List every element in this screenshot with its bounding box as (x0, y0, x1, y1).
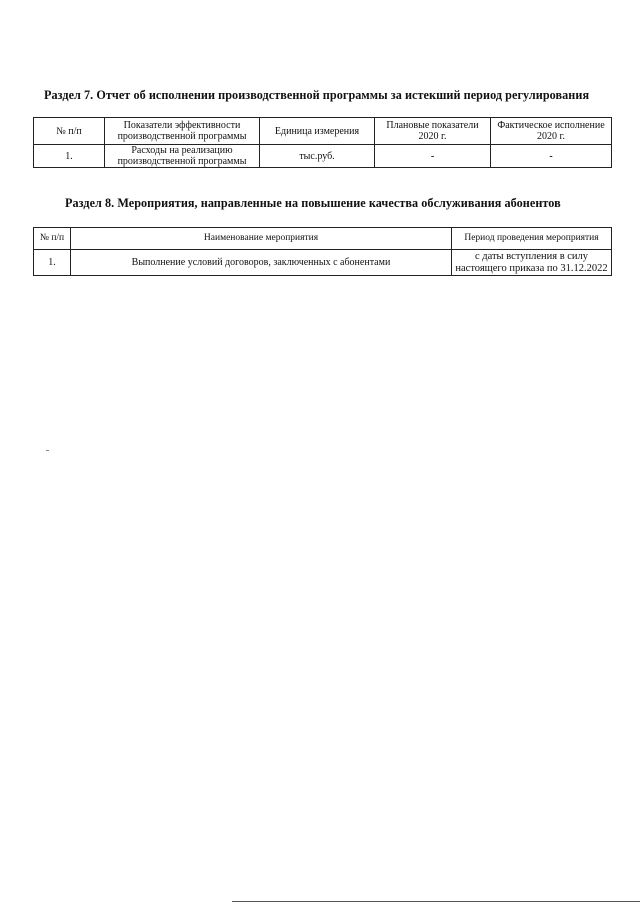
header-actual: Фактическое исполнение 2020 г. (491, 118, 612, 145)
service-quality-measures-table (33, 227, 612, 276)
cell-planned: - (375, 145, 491, 168)
header-indicators: Показатели эффективности производственной программы (105, 118, 260, 145)
cell-indicator: Расходы на реализацию производственной программы (105, 145, 260, 168)
header-period: Период проведения мероприятия (452, 228, 612, 250)
header-number: № п/п (34, 228, 71, 250)
scan-mark (46, 450, 49, 451)
header-unit: Единица измерения (260, 118, 375, 145)
cell-actual: - (491, 145, 612, 168)
header-number: № п/п (34, 118, 105, 145)
cell-unit: тыс.руб. (260, 145, 375, 168)
table-row (34, 145, 612, 168)
production-program-report-table (33, 117, 612, 168)
section-8-title: Раздел 8. Мероприятия, направленные на повышение качества обслуживания абонентов (65, 196, 561, 210)
header-measure-name: Наименование мероприятия (71, 228, 452, 250)
table-row (34, 250, 612, 276)
cell-number: 1. (34, 250, 71, 276)
cell-period: с даты вступления в силу настоящего приказа по 31.12.2022 (452, 250, 612, 276)
section-7-title: Раздел 7. Отчет об исполнении производственной программы за истекший период регулирования (44, 88, 590, 102)
table-header-row (34, 228, 612, 250)
cell-number: 1. (34, 145, 105, 168)
header-planned: Плановые показатели 2020 г. (375, 118, 491, 145)
table-header-row (34, 118, 612, 145)
bottom-edge-line (232, 901, 640, 902)
cell-measure-name: Выполнение условий договоров, заключенных с абонентами (71, 250, 452, 276)
